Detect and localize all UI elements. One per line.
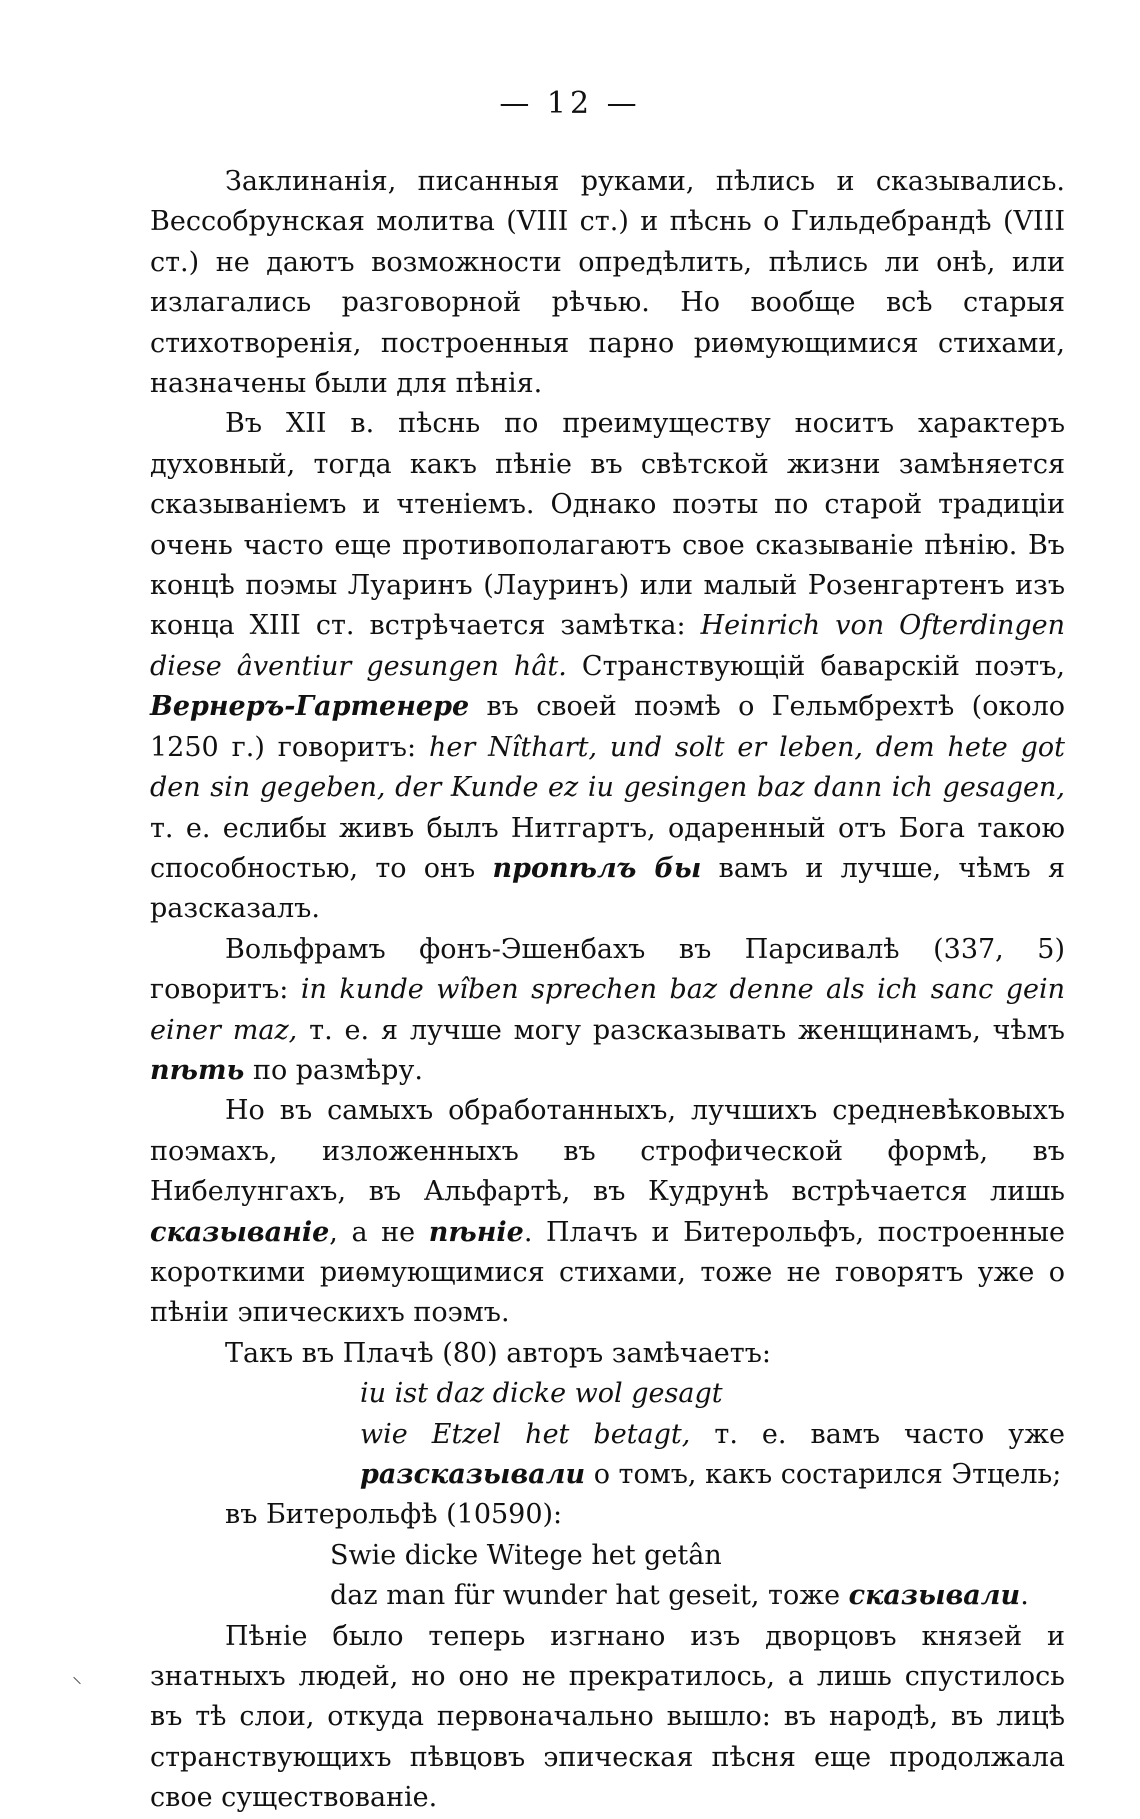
paragraph-7: Пѣніе было теперь изгнано изъ дворцовъ князей и знатныхъ людей, но оно не прекратилось, а лишь спустилось въ тѣ слои, откуда первоначально вышло: въ народѣ, въ лицѣ странствующихъ пѣвцовъ эпическая пѣсня еще продолжала свое существованіе. <box>150 1620 1065 1814</box>
paragraph-2 <box>150 404 1065 929</box>
verse-biterolf-1 <box>150 1536 1065 1576</box>
p5-text-b: о томъ, какъ состарился Этцель; <box>585 1459 1062 1490</box>
paragraph-6-intro: въ Битерольфѣ (10590): <box>225 1499 563 1531</box>
p5-text-a: т. е. вамъ часто уже <box>690 1418 1066 1450</box>
page-number: — 12 — <box>499 86 641 121</box>
verse-biterolf-1-text: Swie dicke Witege het getân <box>330 1539 722 1571</box>
verse-biterolf-2-text: daz man für wunder hat geseit, <box>330 1580 760 1612</box>
scan-speck: ⸌ <box>72 1672 82 1696</box>
verse-klage-2 <box>150 1415 1065 1496</box>
quote-parzival: in kunde wîben sprechen baz denne als ich sanc gein einer maz, <box>150 974 1065 1046</box>
verse-klage-2-text: wie Etzel het betagt, <box>360 1418 691 1450</box>
verse-biterolf-2 <box>150 1576 1065 1616</box>
verse-klage-1 <box>150 1374 1065 1414</box>
p4-text-b: , а не <box>329 1216 429 1248</box>
p3-text-a: Вольфрамъ фонъ-Эшенбахъ въ Парсивалѣ (337, 5) говоритъ: <box>150 933 1065 1006</box>
p3-text-c: по размѣру. <box>244 1054 423 1086</box>
quote-helmbrecht: her Nîthart, und solt er leben, dem hete got den sin gegeben, der Kunde ez iu gesingen baz dann ich gesagen, <box>150 731 1065 804</box>
p2-text-a: Въ XII в. пѣснь по преимуществу носитъ характеръ духовный, тогда какъ пѣніе въ свѣтской жизни замѣняется сказываніемъ и чтеніемъ. Однако поэты по старой традиціи очень часто еще противополагаютъ свое сказываніе пѣнію. Въ концѣ поэмы Луаринъ (Лауринъ) или малый Розенгартенъ изъ конца XIII ст. встрѣчается замѣтка: <box>150 408 1065 642</box>
page-body <box>150 162 1065 1819</box>
paragraph-4 <box>150 1091 1065 1333</box>
paragraph-3 <box>150 930 1065 1092</box>
poet-name: Вернеръ-Гартенере <box>150 691 470 723</box>
paragraph-1: Заклинанія, писанныя руками, пѣлись и сказывались. Вессобрунская молитва (VIII ст.) и пѣснь о Гильдебрандѣ (VIII ст.) не даютъ возможности опредѣлить, пѣлись ли онѣ, или излагались разговорной рѣчью. Но вообще всѣ старыя стихотворенія, построенныя парно риѳмующимися стихами, назначены были для пѣнія. <box>150 166 1065 400</box>
paragraph-5-intro: Такъ въ Плачѣ (80) авторъ замѣчаетъ: <box>225 1337 771 1369</box>
p6-text-b: . <box>1020 1580 1029 1612</box>
emphasis-penie: пѣніе <box>428 1216 524 1248</box>
emphasis-skazyvanie: сказываніе <box>150 1216 330 1248</box>
emphasis-propel-by: пропѣлъ бы <box>492 852 702 884</box>
p4-text-a: Но въ самыхъ обработанныхъ, лучшихъ средневѣковыхъ поэмахъ, изложенныхъ въ строфической формѣ, въ Нибелунгахъ, въ Альфартѣ, въ Кудрунѣ встрѣчается лишь <box>150 1095 1065 1208</box>
p2-text-b: Странствующій баварскій поэтъ, <box>566 650 1065 682</box>
emphasis-razskazyvali: разсказывали <box>360 1459 586 1490</box>
p2-text-c: въ своей поэмѣ о Гельмбрехтѣ (около 1250 г.) говоритъ: <box>150 691 1065 763</box>
p2-text-e: вамъ и лучше, чѣмъ я разсказалъ. <box>150 852 1065 925</box>
p6-text-a: тоже <box>759 1580 849 1612</box>
p3-text-b: т. е. я лучше могу разсказывать женщинамъ, чѣмъ <box>297 1014 1065 1046</box>
emphasis-pet: пѣть <box>150 1054 245 1086</box>
emphasis-skazyvali: сказывали <box>848 1580 1021 1612</box>
p2-text-d: т. е. еслибы живъ былъ Нитгартъ, одаренный отъ Бога такою способностью, то онъ <box>150 812 1065 884</box>
quote-ofterdingen: Heinrich von Ofterdingen diese âventiur gesungen hât. <box>150 610 1065 682</box>
verse-klage-1-text: iu ist daz dicke wol gesagt <box>360 1378 723 1410</box>
p4-text-c: . Плачъ и Битерольфъ, построенные короткими риѳмующимися стихами, тоже не говорятъ уже о пѣніи эпическихъ поэмъ. <box>150 1216 1065 1329</box>
